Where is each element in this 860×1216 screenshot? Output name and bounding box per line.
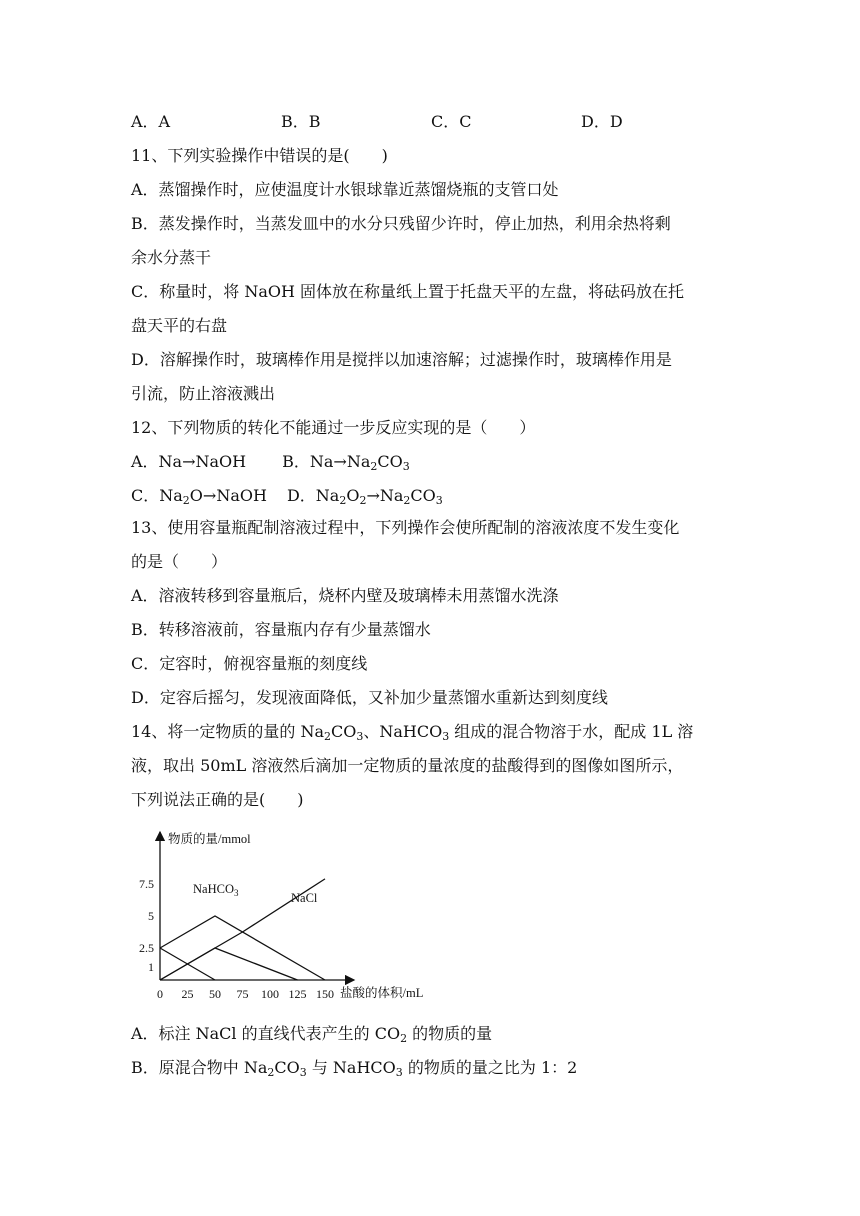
q12-option-a[interactable]: A．Na→NaOH [131,452,247,471]
y-tick-0: 1 [148,960,154,975]
x-tick-5: 125 [288,987,307,1001]
q14-chart [126,826,446,1006]
q12-option-d[interactable]: D．$Na_2O_2\to Na_2CO_3$ [286,486,443,507]
q11-option-b-line2[interactable]: 余水分蒸干 [131,248,212,267]
q11-option-a[interactable]: A．蒸馏操作时，应使温度计水银球靠近蒸馏烧瓶的支管口处 [131,180,559,199]
y-tick-labels [139,877,154,974]
label-nacl: NaCl [291,891,318,905]
x-tick-3: 75 [236,987,249,1001]
q13-stem-line1: 13、使用容量瓶配制溶液过程中，下列操作会使所配制的溶液浓度不发生变化 [131,518,680,537]
x-tick-2: 50 [209,987,221,1001]
q11-option-d-line2[interactable]: 引流，防止溶液溅出 [131,384,276,403]
y-axis-label: 物质的量/mmol [168,832,251,846]
q11-option-b-line1[interactable]: B．蒸发操作时，当蒸发皿中的水分只残留少许时，停止加热，利用余热将剩 [131,214,671,233]
q13-option-a[interactable]: A．溶液转移到容量瓶后，烧杯内壁及玻璃棒未用蒸馏水洗涤 [131,586,559,605]
q14-option-a[interactable]: A．标注 NaCl 的直线代表产生的 $CO_2$ 的物质的量 [131,1024,493,1045]
q12-option-c[interactable]: C．$Na_2O\to NaOH$ [131,486,267,507]
q14-stem-line2: 液，取出 50mL 溶液然后滴加一定物质的量浓度的盐酸得到的图像如图所示， [131,756,684,775]
q10-option-a[interactable]: A．A [131,112,171,131]
q13-stem-line2: 的是（ ） [131,552,228,571]
q10-option-c[interactable]: C．C [431,112,472,131]
x-tick-labels [157,987,334,1001]
x-tick-6: 150 [316,987,334,1001]
q10-option-d[interactable]: D．D [581,112,623,131]
y-tick-2: 5 [148,909,154,923]
q10-option-b[interactable]: B．B [281,112,321,131]
q11-stem: 11、下列实验操作中错误的是( ) [131,146,388,165]
q14-stem-line3: 下列说法正确的是( ) [131,790,304,809]
series-line-0 [160,916,325,980]
x-tick-4: 100 [261,987,279,1001]
q12-options-row2 [131,486,443,506]
q14-stem-line1: 14、将一定物质的量的 $Na_2CO_3$、NaHCO$_3$ 组成的混合物溶于水，配成 1L 溶 [131,722,694,743]
label-nahco3: NaHCO$_3$ [193,882,239,898]
q13-option-c[interactable]: C．定容时，俯视容量瓶的刻度线 [131,654,368,673]
q10-options [131,112,731,132]
q12-stem: 12、下列物质的转化不能通过一步反应实现的是（ ） [131,418,536,437]
q11-option-c-line1[interactable]: C．称量时，将 NaOH 固体放在称量纸上置于托盘天平的左盘，将砝码放在托 [131,282,685,301]
q11-option-c-line2[interactable]: 盘天平的右盘 [131,316,228,335]
y-tick-3: 7.5 [139,877,154,891]
q11-option-d-line1[interactable]: D．溶解操作时，玻璃棒作用是搅拌以加速溶解；过滤操作时，玻璃棒作用是 [131,350,672,369]
x-tick-0: 0 [157,987,163,1001]
q12-options-row1 [131,452,410,472]
y-tick-1: 2.5 [139,941,154,955]
x-tick-1: 25 [181,987,194,1001]
q13-option-d[interactable]: D．定容后摇匀，发现液面降低，又补加少量蒸馏水重新达到刻度线 [131,688,608,707]
q12-option-b[interactable]: B．$Na\to Na_2CO_3$ [282,452,410,473]
q14-option-b[interactable]: B．原混合物中 $Na_2CO_3$ 与 NaHCO$_3$ 的物质的量之比为 1：2 [131,1058,578,1079]
x-axis-label: 盐酸的体积/mL [340,986,424,1000]
q13-option-b[interactable]: B．转移溶液前，容量瓶内存有少量蒸馏水 [131,620,431,639]
series-line-3 [160,948,298,980]
